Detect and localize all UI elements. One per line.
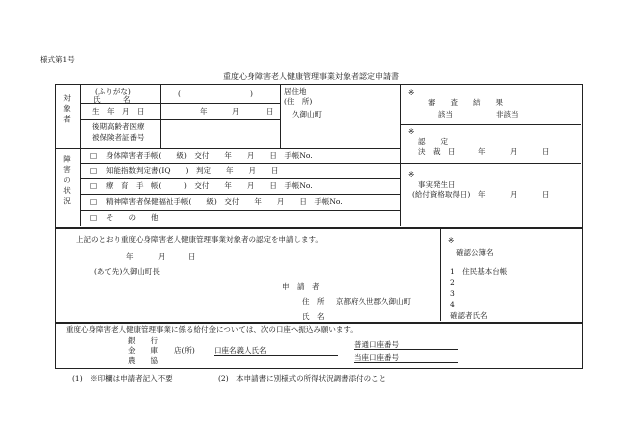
- divider: [401, 163, 581, 164]
- confirm-item-3: 3: [450, 289, 455, 298]
- applicant-address-label: 住 所: [302, 297, 325, 306]
- applicant-label: 申 請 者: [282, 282, 320, 291]
- name-label: 氏 名: [93, 95, 131, 104]
- paren-close: ): [250, 89, 253, 98]
- birth-label: 生 年 月 日: [92, 107, 145, 116]
- paren-open: (: [178, 89, 181, 98]
- bank-type-nokyo: 農 協: [128, 356, 158, 365]
- divider: [80, 210, 400, 211]
- divider: [160, 85, 161, 148]
- declaration-month: 月: [158, 252, 166, 261]
- divider: [440, 228, 441, 321]
- confirm-item-2: 2: [450, 278, 455, 287]
- event-label: 事実発生日: [418, 180, 456, 189]
- page-title: 重度心身障害老人健康管理事業対象者認定申請書: [223, 72, 399, 81]
- declaration-year: 年: [126, 252, 134, 261]
- event-month: 月: [510, 190, 518, 199]
- office-mark-2: ※: [408, 127, 415, 136]
- checkbox-iq[interactable]: □: [90, 166, 98, 175]
- confirm-title: 確認公簿名: [456, 248, 494, 257]
- town-name: 久御山町: [292, 110, 322, 119]
- checkbox-physical[interactable]: □: [90, 151, 98, 160]
- event-year: 年: [478, 190, 486, 199]
- divider: [80, 194, 400, 195]
- ineligible-option: 非該当: [496, 110, 519, 119]
- divider: [80, 178, 400, 179]
- disability-row-mental: 精神障害者保健福祉手帳( 級) 交付 年 月 日 手帳No.: [106, 197, 343, 206]
- decision-label: 決 裁 日: [418, 147, 456, 156]
- disability-row-iq: 知能指数判定書(IQ ) 判定 年 月 日: [106, 166, 279, 175]
- section-label-applicant: 対象者: [62, 94, 72, 126]
- review-label: 審 査 結 果: [428, 98, 503, 107]
- branch-label: 店(所): [174, 346, 195, 355]
- confirm-mark: ※: [448, 236, 455, 245]
- confirm-item-1: 1 住民基本台帳: [450, 267, 508, 276]
- bank-intro: 重度心身障害老人健康管理事業に係る給付金については、次の口座へ振込み願います。: [66, 325, 358, 334]
- addressee: (あて先)久御山町長: [94, 267, 160, 276]
- divider: [280, 85, 281, 148]
- event-day: 日: [542, 190, 550, 199]
- confirm-item-4: 4: [450, 300, 455, 309]
- checkbox-mental[interactable]: □: [90, 197, 98, 206]
- confirmer-label: 確認者氏名: [450, 311, 488, 320]
- disability-row-other: そ の 他: [106, 213, 159, 222]
- birth-day: 日: [266, 107, 274, 116]
- eligible-option: 該当: [438, 110, 453, 119]
- furigana-label: (ふりがな): [95, 87, 131, 96]
- account-holder-field[interactable]: 口座名義人氏名: [214, 347, 338, 356]
- divider: [401, 124, 581, 125]
- address-sub: (住 所): [284, 97, 313, 106]
- divider: [80, 163, 400, 164]
- divider: [80, 119, 280, 120]
- decision-month: 月: [510, 147, 518, 156]
- office-mark-3: ※: [408, 170, 415, 179]
- ordinary-account-field[interactable]: 普通口座番号: [354, 341, 458, 350]
- office-mark: ※: [408, 88, 415, 97]
- approval-label: 認 定: [418, 137, 448, 146]
- event-sub: (給付資格取得日): [412, 190, 471, 199]
- insurance-label-1: 後期高齢者医療: [92, 122, 145, 131]
- checkbox-ryouiku[interactable]: □: [90, 181, 98, 190]
- divider: [400, 85, 401, 226]
- disability-row-physical: 身体障害者手帳( 級) 交付 年 月 日 手帳No.: [106, 151, 313, 160]
- applicant-address-value: 京都府久世郡久御山町: [336, 297, 411, 306]
- decision-year: 年: [478, 147, 486, 156]
- checkbox-other[interactable]: □: [90, 213, 98, 222]
- decision-day: 日: [542, 147, 550, 156]
- address-label: 居住地: [284, 87, 307, 96]
- divider: [56, 148, 401, 149]
- declaration-text: 上記のとおり重度心身障害老人健康管理事業対象者の認定を申請します。: [76, 235, 323, 244]
- divider: [80, 85, 81, 226]
- birth-month: 月: [232, 107, 240, 116]
- insurance-label-2: 被保険者証番号: [92, 133, 145, 142]
- disability-row-ryouiku: 療 育 手 帳( ) 交付 年 月 日 手帳No.: [106, 181, 313, 190]
- birth-year: 年: [200, 107, 208, 116]
- declaration-day: 日: [188, 252, 196, 261]
- bank-type-bank: 銀 行: [128, 336, 158, 345]
- applicant-name-label: 氏 名: [302, 312, 325, 321]
- note-1: (1) ※印欄は申請者記入不要: [72, 374, 173, 383]
- section-label-disability: 障害の状況: [62, 155, 72, 208]
- current-account-field[interactable]: 当座口座番号: [354, 354, 458, 363]
- form-number: 様式第1号: [40, 55, 75, 64]
- note-2: (2) 本申請書に別様式の所得状況調書添付のこと: [218, 374, 387, 383]
- bank-type-kinko: 金 庫: [128, 346, 158, 355]
